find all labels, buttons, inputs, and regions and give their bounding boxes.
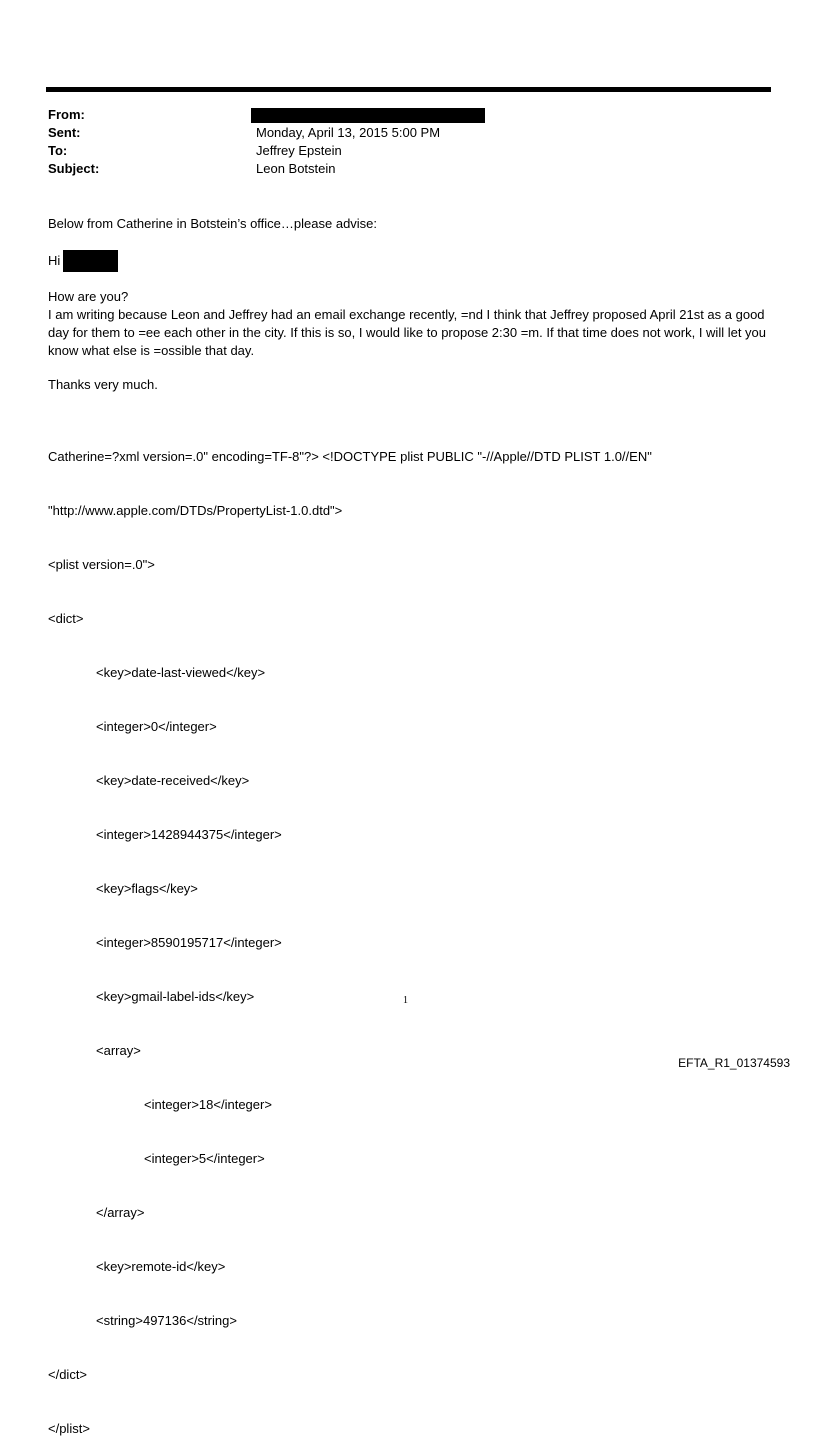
plist-block: [48, 412, 652, 1456]
plist-line: <key>date-received</key>: [96, 773, 250, 788]
header-rule: [46, 87, 771, 92]
subject-label: Subject:: [48, 161, 100, 176]
plist-line: <key>flags</key>: [96, 881, 198, 896]
plist-line: </dict>: [48, 1367, 88, 1382]
greeting-line: [48, 252, 772, 270]
how-are-you-text: How are you?: [48, 289, 129, 304]
plist-line: </array>: [96, 1205, 145, 1220]
subject-value: Leon Botstein: [256, 161, 336, 176]
sent-value: Monday, April 13, 2015 5:00 PM: [256, 125, 441, 140]
plist-line: <key>date-last-viewed</key>: [96, 665, 266, 680]
plist-line: <integer>5</integer>: [144, 1151, 265, 1166]
plist-line: <dict>: [48, 611, 84, 626]
redacted-recipient-name: [63, 250, 118, 272]
thanks-line: [48, 376, 772, 394]
to-value: Jeffrey Epstein: [256, 143, 342, 158]
plist-line: Catherine=?xml version=.0" encoding=TF-8"?> <!DOCTYPE plist PUBLIC "-//Apple//DTD PLIST 1.0//EN": [48, 449, 652, 464]
redacted-sender: [251, 108, 485, 123]
plist-line: </plist>: [48, 1421, 90, 1436]
plist-line: <integer>1428944375</integer>: [96, 827, 282, 842]
main-paragraph: I am writing because Leon and Jeffrey had an email exchange recently, =nd I think that Jeffrey proposed April 21st as a good day for them to =ee each other in the city. If this is so, I would like to propose 2:30 =m. If that time does not work, I will let you know what else is =ossible that day.: [48, 307, 767, 358]
thanks-text: Thanks very much.: [48, 377, 158, 392]
plist-line: <array>: [96, 1043, 141, 1058]
plist-line: <key>remote-id</key>: [96, 1259, 226, 1274]
message-body: [48, 288, 772, 360]
to-label: To:: [48, 143, 68, 158]
plist-line: "http://www.apple.com/DTDs/PropertyList-1.0.dtd">: [48, 503, 343, 518]
sent-label: Sent:: [48, 125, 81, 140]
plist-line: <integer>0</integer>: [96, 719, 217, 734]
page-number: 1: [403, 995, 408, 1006]
document-id: EFTA_R1_01374593: [678, 1056, 790, 1070]
intro-line: [48, 215, 772, 233]
plist-line: <key>gmail-label-ids</key>: [96, 989, 255, 1004]
plist-line: <plist version=.0">: [48, 557, 155, 572]
plist-line: <integer>8590195717</integer>: [96, 935, 282, 950]
plist-line: <integer>18</integer>: [144, 1097, 272, 1112]
intro-text: Below from Catherine in Botstein’s office…please advise:: [48, 216, 378, 231]
plist-line: <string>497136</string>: [96, 1313, 237, 1328]
from-label: From:: [48, 107, 85, 122]
greeting-text: Hi: [48, 253, 61, 268]
